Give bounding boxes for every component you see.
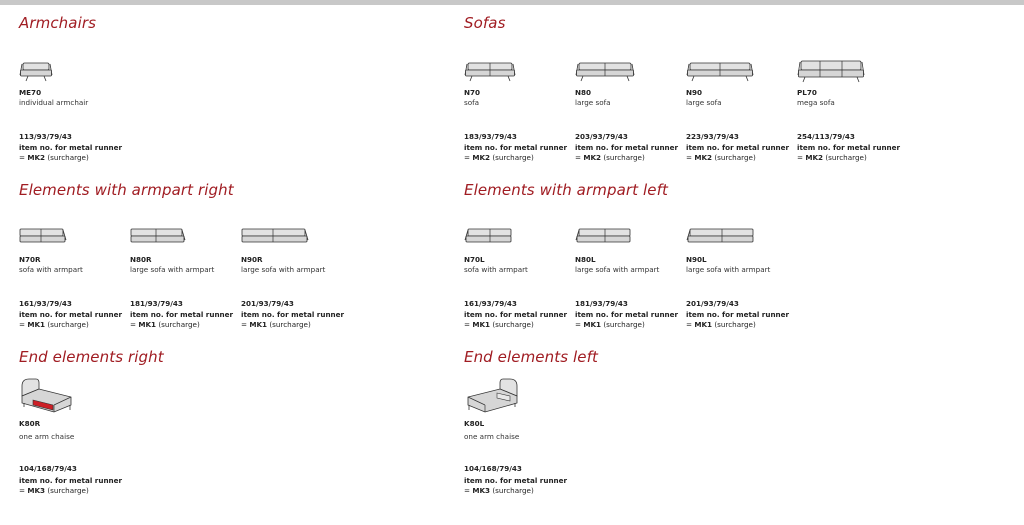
item-description: one arm chaise bbox=[464, 432, 520, 441]
item-runner-label: item no. for metal runner bbox=[19, 143, 123, 152]
item-runner-code: = MK1 (surcharge) bbox=[686, 320, 756, 329]
sofa-armpart-right-icon bbox=[19, 225, 67, 247]
item-runner-label: item no. for metal runner bbox=[19, 476, 123, 485]
item-runner-label: item no. for metal runner bbox=[241, 310, 345, 319]
item-runner-label: item no. for metal runner bbox=[575, 143, 679, 152]
item-code: K80R bbox=[19, 419, 41, 428]
item-runner-code: = MK2 (surcharge) bbox=[797, 153, 867, 162]
mega-sofa-icon bbox=[797, 58, 865, 84]
large-sofa-icon bbox=[575, 58, 635, 84]
item-description: mega sofa bbox=[797, 98, 835, 107]
item-runner-label: item no. for metal runner bbox=[464, 310, 568, 319]
item-runner-code: = MK1 (surcharge) bbox=[575, 320, 645, 329]
item-code: ME70 bbox=[19, 88, 42, 97]
item-dimensions: 104/168/79/43 bbox=[464, 464, 522, 473]
item-code: N90 bbox=[686, 88, 703, 97]
item-runner-code: = MK1 (surcharge) bbox=[464, 320, 534, 329]
top-divider-bar bbox=[0, 0, 1024, 5]
item-runner-label: item no. for metal runner bbox=[130, 310, 234, 319]
sofa-armpart-left-icon bbox=[686, 225, 754, 247]
section-title: Armchairs bbox=[19, 14, 97, 32]
item-code: N70R bbox=[19, 255, 41, 264]
item-runner-code: = MK1 (surcharge) bbox=[130, 320, 200, 329]
item-description: sofa with armpart bbox=[19, 265, 83, 274]
item-dimensions: 181/93/79/43 bbox=[130, 299, 183, 308]
item-runner-code: = MK2 (surcharge) bbox=[464, 153, 534, 162]
section-title: End elements left bbox=[464, 348, 598, 366]
item-description: large sofa bbox=[575, 98, 611, 107]
armchair-icon bbox=[19, 58, 53, 84]
item-description: one arm chaise bbox=[19, 432, 75, 441]
item-runner-code: = MK1 (surcharge) bbox=[19, 320, 89, 329]
item-description: sofa with armpart bbox=[464, 265, 528, 274]
sofa-icon bbox=[464, 58, 516, 84]
item-dimensions: 104/168/79/43 bbox=[19, 464, 77, 473]
item-description: large sofa with armpart bbox=[575, 265, 660, 274]
item-runner-code: = MK3 (surcharge) bbox=[19, 486, 89, 495]
section-armpart-right bbox=[19, 181, 439, 331]
section-end-left bbox=[464, 348, 1004, 498]
section-title: Elements with armpart right bbox=[19, 181, 234, 199]
sofa-armpart-right-icon bbox=[130, 225, 186, 247]
item-dimensions: 223/93/79/43 bbox=[686, 132, 739, 141]
item-runner-code: = MK3 (surcharge) bbox=[464, 486, 534, 495]
item-runner-label: item no. for metal runner bbox=[575, 310, 679, 319]
large-sofa-icon bbox=[686, 58, 754, 84]
item-code: N80L bbox=[575, 255, 596, 264]
item-runner-code: = MK2 (surcharge) bbox=[686, 153, 756, 162]
item-dimensions: 183/93/79/43 bbox=[464, 132, 517, 141]
item-code: N70 bbox=[464, 88, 481, 97]
item-dimensions: 201/93/79/43 bbox=[241, 299, 294, 308]
section-armchairs bbox=[19, 14, 439, 164]
sofa-armpart-left-icon bbox=[464, 225, 512, 247]
item-description: large sofa with armpart bbox=[686, 265, 771, 274]
item-dimensions: 181/93/79/43 bbox=[575, 299, 628, 308]
item-dimensions: 203/93/79/43 bbox=[575, 132, 628, 141]
item-runner-label: item no. for metal runner bbox=[464, 143, 568, 152]
item-description: large sofa with armpart bbox=[130, 265, 215, 274]
item-code: N80 bbox=[575, 88, 592, 97]
item-code: N90L bbox=[686, 255, 707, 264]
item-dimensions: 113/93/79/43 bbox=[19, 132, 72, 141]
item-description: large sofa bbox=[686, 98, 722, 107]
item-description: large sofa with armpart bbox=[241, 265, 326, 274]
section-title: Sofas bbox=[464, 14, 506, 32]
section-armpart-left bbox=[464, 181, 1004, 331]
item-description: individual armchair bbox=[19, 98, 89, 107]
item-dimensions: 201/93/79/43 bbox=[686, 299, 739, 308]
item-code: K80L bbox=[464, 419, 485, 428]
item-code: N70L bbox=[464, 255, 485, 264]
item-code: N80R bbox=[130, 255, 152, 264]
section-title: End elements right bbox=[19, 348, 164, 366]
chaise-left-icon bbox=[464, 376, 520, 416]
item-runner-code: = MK2 (surcharge) bbox=[19, 153, 89, 162]
item-runner-label: item no. for metal runner bbox=[464, 476, 568, 485]
item-dimensions: 254/113/79/43 bbox=[797, 132, 855, 141]
sofa-armpart-left-icon bbox=[575, 225, 631, 247]
sofa-armpart-right-icon bbox=[241, 225, 309, 247]
item-dimensions: 161/93/79/43 bbox=[464, 299, 517, 308]
item-description: sofa bbox=[464, 98, 480, 107]
item-runner-label: item no. for metal runner bbox=[19, 310, 123, 319]
item-dimensions: 161/93/79/43 bbox=[19, 299, 72, 308]
item-runner-code: = MK1 (surcharge) bbox=[241, 320, 311, 329]
item-runner-label: item no. for metal runner bbox=[797, 143, 901, 152]
section-sofas bbox=[464, 14, 1004, 164]
section-title: Elements with armpart left bbox=[464, 181, 668, 199]
item-runner-label: item no. for metal runner bbox=[686, 310, 790, 319]
chaise-right-icon bbox=[19, 376, 75, 416]
item-runner-label: item no. for metal runner bbox=[686, 143, 790, 152]
item-runner-code: = MK2 (surcharge) bbox=[575, 153, 645, 162]
section-end-right bbox=[19, 348, 439, 498]
item-code: PL70 bbox=[797, 88, 817, 97]
item-code: N90R bbox=[241, 255, 263, 264]
